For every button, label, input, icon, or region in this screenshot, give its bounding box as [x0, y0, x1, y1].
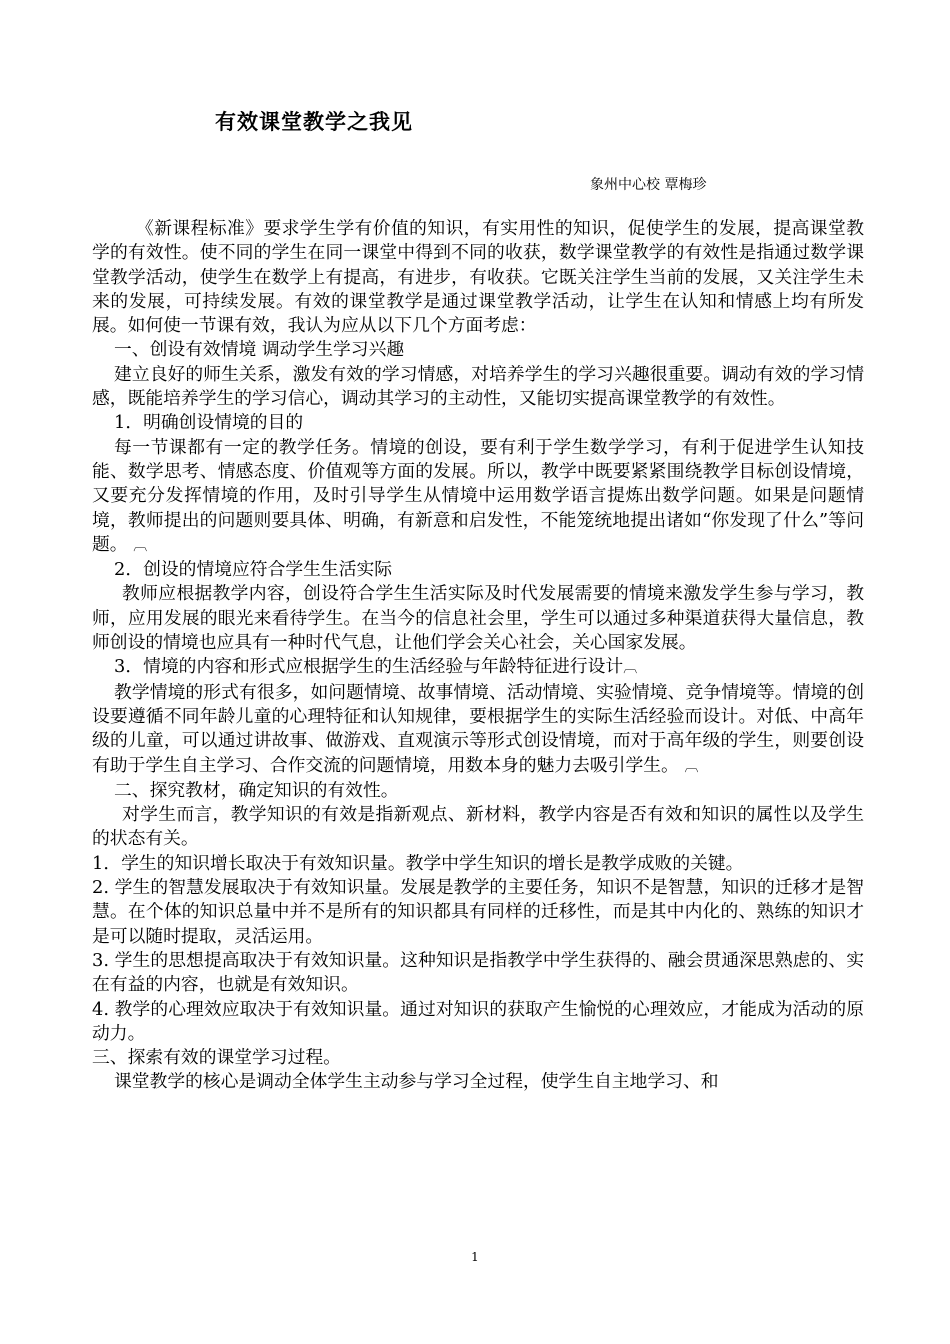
list-item: 4. 教学的心理效应取决于有效知识量。通过对知识的获取产生愉悦的心理效应，才能成为活动的原动力。 [92, 998, 864, 1044]
paragraph-mark-icon: ︹ [684, 758, 699, 775]
subheading-1-3 [92, 655, 864, 680]
paragraph-intro: 《新课程标准》要求学生学有价值的知识，有实用性的知识，促使学生的发展，提高课堂教学的有效性。使不同的学生在同一课堂中得到不同的收获，数学课堂教学的有效性是指通过数学课堂教学活动，使学生在数学上有提高，有进步，有收获。它既关注学生当前的发展，又关注学生未来的发展，可持续发展。有效的课堂教学是通过课堂教学活动，让学生在认知和情感上均有所发展。如何使一节课有效，我认为应从以下几个方面考虑： [92, 218, 864, 337]
subheading-1-2: 2．创设的情境应符合学生生活实际 [114, 559, 393, 581]
document-title: 有效课堂教学之我见 [215, 109, 413, 134]
paragraph-mark-icon: ︹ [623, 660, 638, 677]
document-body [92, 217, 864, 1095]
paragraph [92, 436, 864, 558]
heading-section-1: 一、创设有效情境 调动学生学习兴趣 [114, 339, 405, 361]
page-number: 1 [471, 1250, 479, 1264]
subheading-text: 3．情境的内容和形式应根据学生的生活经验与年龄特征进行设计 [114, 656, 624, 678]
list-item: 2. 学生的智慧发展取决于有效知识量。发展是教学的主要任务，知识不是智慧，知识的迁移才是智慧。在个体的知识总量中并不是所有的知识都具有同样的迁移性，而是其中内化的、熟练的知识才是可以随时提取，灵活运用。 [92, 877, 864, 947]
list-item: 1．学生的知识增长取决于有效知识量。教学中学生知识的增长是教学成败的关键。 [92, 852, 744, 874]
subheading-1-1: 1．明确创设情境的目的 [114, 412, 304, 434]
paragraph: 教师应根据教学内容，创设符合学生生活实际及时代发展需要的情境来激发学生参与学习，教师，应用发展的眼光来看待学生。在当今的信息社会里，学生可以通过多种渠道获得大量信息，教师创设的情境也应具有一种时代气息，让他们学会关心社会，关心国家发展。 [92, 583, 864, 654]
paragraph-text: 每一节课都有一定的教学任务。情境的创设，要有利于学生数学学习，有利于促进学生认知技能、数学思考、情感态度、价值观等方面的发展。所以，教学中既要紧紧围绕教学目标创设情境，又要充分发挥情境的作用，及时引导学生从情境中运用数学语言提炼出数学问题。如果是问题情境，教师提出的问题则要具体、明确，有新意和启发性，不能笼统地提出诸如“你发现了什么”等问题。 [92, 436, 864, 555]
paragraph: 建立良好的师生关系，激发有效的学习情感，对培养学生的学习兴趣很重要。调动有效的学习情感，既能培养学生的学习信心，调动其学习的主动性，又能切实提高课堂教学的有效性。 [92, 363, 864, 410]
paragraph: 课堂教学的核心是调动全体学生主动参与学习全过程，使学生自主地学习、和 [114, 1071, 719, 1093]
paragraph: 对学生而言，教学知识的有效是指新观点、新材料，教学内容是否有效和知识的属性以及学生的状态有关。 [92, 804, 864, 850]
list-item: 3. 学生的思想提高取决于有效知识量。这种知识是指教学中学生获得的、融会贯通深思熟虑的、实在有益的内容，也就是有效知识。 [92, 949, 864, 996]
author-line: 象州中心校 覃梅珍 [590, 177, 707, 193]
heading-section-2: 二、探究教材，确定知识的有效性。 [114, 779, 399, 801]
paragraph-mark-icon: ︹ [133, 537, 148, 554]
paragraph-text: 教学情境的形式有很多，如问题情境、故事情境、活动情境、实验情境、竞争情境等。情境的创设要遵循不同年龄儿童的心理特征和认知规律，要根据学生的实际生活经验而设计。对低、中高年级的儿童，可以通过讲故事、做游戏、直观演示等形式创设情境，而对于高年级的学生，则要创设有助于学生自主学习、合作交流的问题情境，用数本身的魅力去吸引学生。 [92, 681, 864, 776]
paragraph [92, 681, 864, 779]
heading-section-3: 三、探索有效的课堂学习过程。 [92, 1047, 341, 1069]
